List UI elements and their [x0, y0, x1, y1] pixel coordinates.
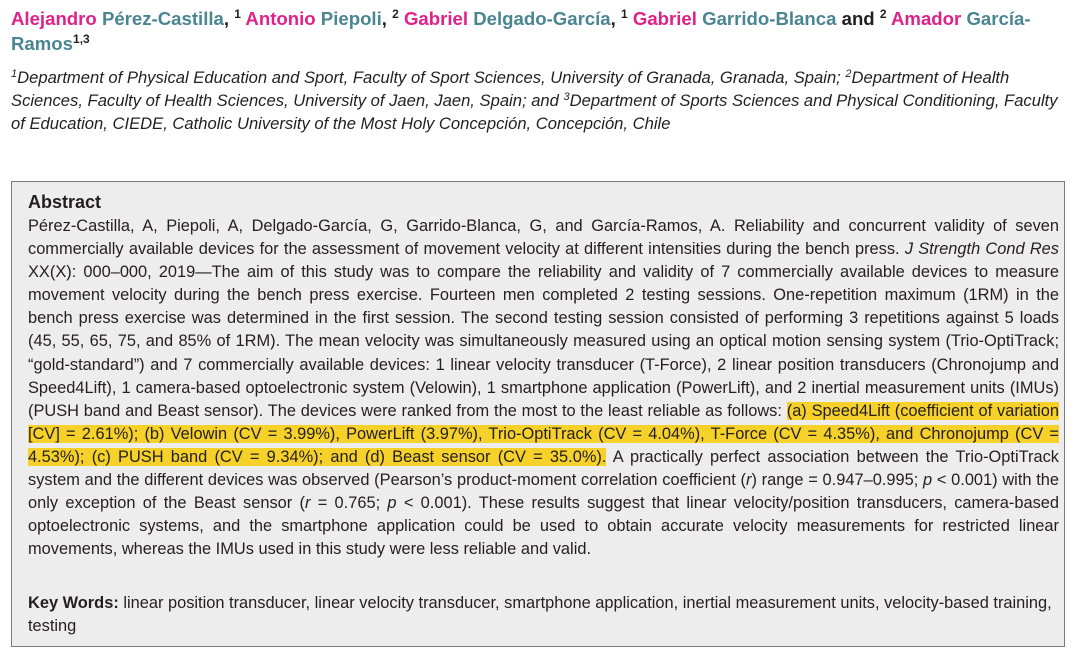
author-affiliation-sup: 2: [879, 7, 887, 21]
author-last-name: García-Ramos: [11, 8, 1031, 54]
symbol-p: p: [923, 471, 933, 490]
abstract-text: = 0.765;: [310, 494, 388, 513]
author-3[interactable]: [404, 8, 611, 29]
author-first-name: Antonio: [245, 8, 316, 29]
abstract-text: A practically perfect association between the Trio-OptiTrack system and the different devices was observed (Pearson’s product-moment correlation coefficient (: [28, 447, 1059, 490]
abstract-body: [28, 215, 1059, 561]
author-4[interactable]: [633, 8, 837, 29]
author-1[interactable]: [11, 8, 224, 29]
abstract-text: < 0.001) with the only exception of the Beast sensor (: [28, 471, 1060, 513]
abstract-text: < 0.001). These results suggest that linear velocity/position transducers, camera-based optoelectronic systems, and the smartphone application could be used to obtain accurate velocity measurements for restricted linear movements, whereas the IMUs used in this study were less reliable and valid.: [28, 494, 1060, 559]
affiliation-text: Department of Physical Education and Sport, Faculty of Sport Sciences, University of Granada, Granada, Spain;: [17, 68, 846, 87]
affiliation-sup: 2: [845, 68, 852, 80]
abstract-citation-suffix: XX(X): 000–000, 2019—The aim of this study was to compare the reliability and validity of 7 commercially available devices to measure movement velocity during the bench press exercise. Fourteen men completed 2 testing sessions. One-repetition maximum (1RM) in the bench press exercise was determined in the first session. The second testing session consisted of performing 3 repetitions against 5 loads (45, 55, 65, 75, and 85% of 1RM). The mean velocity was simultaneously measured using an optical motion sensing system (Trio-OptiTrack; “gold-standard”) and 7 commercially available devices: 1 linear velocity transducer (T-Force), 2 linear position transducers (Chronojump and Speed4Lift), 1 camera-based optoelectronic system (Velowin), 1 smartphone application (PowerLift), and 2 inertial measurement units (IMUs) (PUSH band and Beast sensor). The devices were ranked from the most to the least reliable as follows:: [28, 263, 1059, 420]
symbol-p: p: [387, 494, 397, 513]
author-first-name: Amador: [891, 8, 962, 29]
author-first-name: Gabriel: [632, 8, 697, 29]
affiliation-sup: 3: [563, 91, 570, 103]
author-last-name: Garrido-Blanca: [702, 8, 837, 29]
author-last-name: Delgado-García: [473, 8, 611, 29]
author-2[interactable]: [245, 8, 381, 29]
abstract-heading: Abstract: [28, 192, 102, 212]
author-first-name: Alejandro: [11, 8, 97, 29]
affiliations: [11, 66, 1073, 135]
keywords-text: linear position transducer, linear velocity transducer, smartphone application, inertial measurement units, velocity-based training, testing: [28, 594, 1052, 635]
author-affiliation-sup: 1: [234, 7, 241, 21]
affiliation-sup: 1: [11, 68, 18, 80]
affiliation-text: Department of Sports Sciences and Physical Conditioning, Faculty of Education, CIEDE, Catholic University of the Most Holy Concepción, Concepción, Chile: [11, 91, 1058, 133]
author-list: [11, 6, 1076, 56]
affiliation-text: Department of Health Sciences, Faculty of Health Sciences, University of Jaen, Jaen, Spain; and: [11, 68, 1010, 110]
author-affiliation-sup: 2: [392, 7, 399, 21]
author-affiliation-sup: 1: [621, 7, 628, 21]
author-separator: ,: [610, 8, 621, 29]
highlighted-text[interactable]: (a) Speed4Lift (coefficient of variation [CV] = 2.61%); (b) Velowin (CV = 3.99%), PowerLift (3.97%), Trio-OptiTrack (CV = 4.04%), T-Force (CV = 4.35%), and Chronojump (CV = 4.53%); (c) PUSH band (CV = 9.34%); and (d) Beast sensor (CV = 35.0%).: [28, 401, 1059, 466]
abstract-text: ) range = 0.947–0.995;: [751, 471, 923, 490]
author-last-name: Piepoli: [320, 8, 382, 29]
author-affiliation-sup: 1,3: [73, 32, 90, 46]
abstract-citation-prefix: Pérez-Castilla, A, Piepoli, A, Delgado-García, G, Garrido-Blanca, G, and García-Ramos, A. Reliability and concurrent validity of seven commercially available devices for the assessment of movement velocity at different intensities during the bench press.: [28, 217, 1059, 259]
keywords: [28, 592, 1059, 638]
author-separator: ,: [381, 8, 393, 29]
author-last-name: Pérez-Castilla: [101, 8, 224, 29]
author-first-name: Gabriel: [403, 8, 469, 29]
author-separator: ,: [223, 8, 235, 29]
journal-name: J Strength Cond Res: [904, 240, 1059, 259]
symbol-r: r: [745, 471, 752, 490]
abstract-box: [11, 181, 1065, 647]
author-separator: and: [836, 8, 880, 29]
keywords-label: Key Words:: [28, 594, 119, 612]
symbol-r: r: [304, 494, 311, 513]
